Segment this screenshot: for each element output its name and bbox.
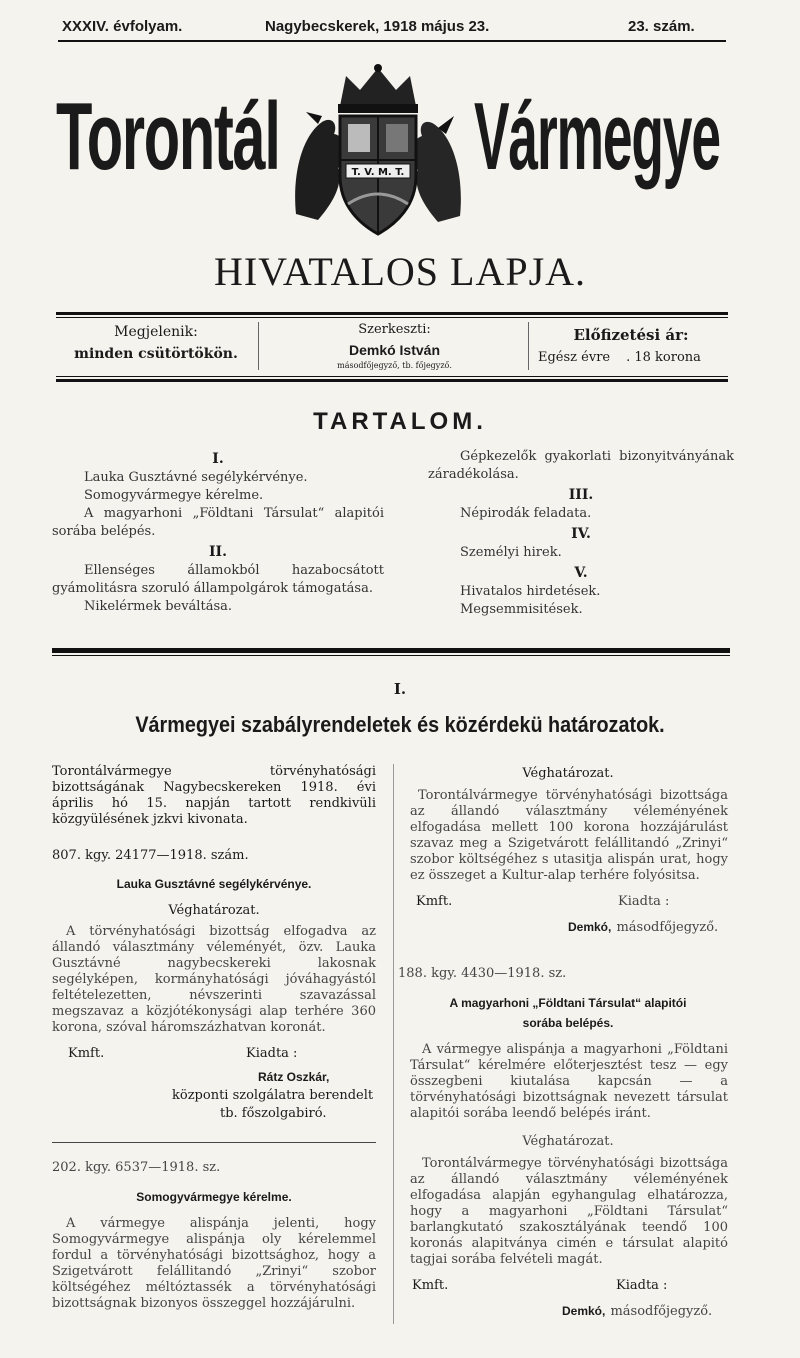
contents-section-number: II. [209, 544, 227, 560]
title-right: Vármegye [474, 83, 720, 190]
article1-reference: 807. kgy. 24177—1918. szám. [52, 848, 249, 863]
contents-item: Megsemmisitések. [460, 602, 583, 617]
subscription-price-line [538, 350, 701, 365]
section-title: Vármegyei szabályrendeletek és közérdekü határozatok. [135, 712, 665, 737]
contents-item: Lauka Gusztávné segélykérvénye. [84, 470, 308, 485]
info-rule-top-thin [56, 317, 728, 318]
lion-supporter-icon [412, 116, 461, 222]
article1-signer-title-2: tb. főszolgabiró. [220, 1106, 327, 1121]
contents-right-column [428, 448, 734, 619]
column-separator [393, 764, 394, 1324]
editor-title: másodfőjegyző, tb. főjegyző. [337, 361, 452, 370]
contents-item: A magyarhoni „Földtani Társulat“ alapitói sorába belépés. [52, 506, 384, 539]
article2-title: Somogyvármegye kérelme. [136, 1190, 292, 1204]
title-left: Torontál [56, 83, 280, 190]
resolution1-kmft: Kmft. [416, 894, 453, 909]
contents-rule [52, 648, 730, 653]
info-rule-top [56, 312, 728, 315]
article1-signer: Rátz Oszkár, [258, 1070, 330, 1084]
crest-text: T. V. M. T. [351, 167, 405, 178]
subtitle: HIVATALOS LAPJA. [213, 249, 587, 294]
resolution1-signer-title: másodfőjegyző. [616, 920, 719, 935]
contents-section-number: III. [568, 487, 594, 503]
contents-section-number: I. [212, 451, 224, 467]
contents-section-number: IV. [571, 526, 591, 542]
section-number: I. [393, 680, 407, 698]
appears-value: minden csütörtökön. [74, 346, 238, 362]
resolution2-signer-title: másodfőjegyző. [610, 1304, 713, 1319]
place-date: Nagybecskerek, 1918 május 23. [265, 18, 490, 35]
meeting-intro [52, 764, 376, 828]
article1-kmft: Kmft. [68, 1046, 105, 1061]
resolution2-body: Torontálvármegye törvényhatósági bizottsága az állandó választmány véleményének elfogadása alapján egyhangulag elhatározza, hogy a magyarhoni „Földtani Társulat“ barlangkutató szakosztályának teendő 100 koronás alapitványa cimén e társulat alapitó tagjai sorába felvételi magát. [410, 1156, 728, 1267]
resolution1-label: Véghatározat. [522, 766, 614, 781]
article3-reference: 188. kgy. 4430—1918. sz. [398, 966, 567, 981]
article1-verdict-label: Véghatározat. [168, 903, 260, 918]
editor-name: Demkó István [348, 342, 441, 358]
resolution2-issued-by: Kiadta : [616, 1278, 668, 1293]
contents-item: Nikelérmek beváltása. [84, 599, 232, 614]
crown-icon [338, 64, 418, 113]
resolution2-signer: Demkó, [562, 1304, 606, 1318]
article3-title-line1: A magyarhoni „Földtani Társulat“ alapitói [449, 996, 687, 1010]
article3-body: A vármegye alispánja a magyarhoni „Földtani Társulat“ kérelmére előterjesztést tesz — egy összegbeni kiutalása kapcsán — a törvényhatósági bizottságnak nevezett társulat alapitói sorába leendő belépés iránt. [410, 1042, 728, 1121]
contents-item: Somogyvármegye kérelme. [84, 488, 264, 503]
contents-left-column [52, 448, 384, 616]
resolution2-label: Véghatározat. [522, 1134, 614, 1149]
left-column-divider [52, 1142, 376, 1143]
resolution1-body: Torontálvármegye törvényhatósági bizottsága az állandó választmány véleményének elfogadása mellett 100 korona hozzájárulást szavaz meg a Szigetvárott felállitandó „Zrinyi“ szobor költségéhez s utasitja alispán urat, hogy ez összeget a Kultur-alap terhére folyósitsa. [410, 788, 728, 883]
contents-item: Népirodák feladata. [460, 506, 592, 521]
info-divider-2 [528, 322, 529, 370]
contents-section-number: V. [574, 565, 588, 581]
volume-label: XXXIV. évfolyam. [62, 18, 183, 35]
subscription-price: . 18 korona [626, 350, 701, 365]
contents-item: Személyi hirek. [460, 545, 562, 560]
appears-label: Megjelenik: [114, 324, 198, 340]
info-rule-bottom [56, 379, 728, 382]
contents-heading: TARTALOM. [313, 408, 487, 435]
contents-item: Gépkezelők gyakorlati bizonyitványának záradékolása. [428, 449, 734, 482]
article2-body: A vármegye alispánja jelenti, hogy Somogyvármegye alispánja oly kérelemmel fordul a törvényhatósági bizottsághoz, hogy a Szigetvárott felállitandó „Zrinyi“ szobor költségéhez méltóztassék a törvényhatósági bizottságnak bizonyos összeggel hozzájárulni. [52, 1216, 376, 1311]
header-rule [58, 40, 726, 42]
resolution2-kmft: Kmft. [412, 1278, 449, 1293]
meeting-intro-text: Torontálvármegye törvényhatósági bizottságának Nagybecskereken 1918. évi április hó 15. napján tartott rendkivüli közgyülésének jzkvi kivonata. [52, 764, 376, 827]
subscription-period: Egész évre [538, 350, 611, 365]
issue-number: 23. szám. [628, 18, 695, 35]
article1-body: A törvényhatósági bizottság elfogadva az állandó választmány véleményét, özv. Lauka Gusztávné nagybecskereki lakosnak segélyképen, kormányhatósági jóváhagyástól feltételezetten, névszerinti szavazással megszavaz a közjótékonysági alap terhére 360 korona, szóval háromszázhatvan koronát. [52, 924, 376, 1035]
resolution1-signature [568, 916, 718, 936]
griffin-supporter-icon [295, 112, 344, 220]
article1-signer-title-1: központi szolgálatra berendelt [172, 1088, 374, 1103]
article2-reference: 202. kgy. 6537—1918. sz. [52, 1160, 221, 1175]
info-divider-1 [258, 322, 259, 370]
article3-title-line2: sorába belépés. [522, 1016, 614, 1030]
info-rule-bottom-thin [56, 376, 728, 377]
subscription-label: Előfizetési ár: [573, 326, 689, 344]
resolution1-issued-by: Kiadta : [618, 894, 670, 909]
resolution2-signature [562, 1300, 712, 1320]
contents-item: Ellenséges államokból hazabocsátott gyámolitásra szoruló állampolgárok támogatása. [52, 563, 384, 596]
coat-of-arms-emblem [288, 64, 468, 239]
resolution1-signer: Demkó, [568, 920, 612, 934]
article1-issued-by: Kiadta : [246, 1046, 298, 1061]
contents-rule-thin [52, 655, 730, 656]
article1-title: Lauka Gusztávné segélykérvénye. [116, 877, 312, 891]
editor-label: Szerkeszti: [358, 322, 431, 337]
contents-item: Hivatalos hirdetések. [460, 584, 601, 599]
